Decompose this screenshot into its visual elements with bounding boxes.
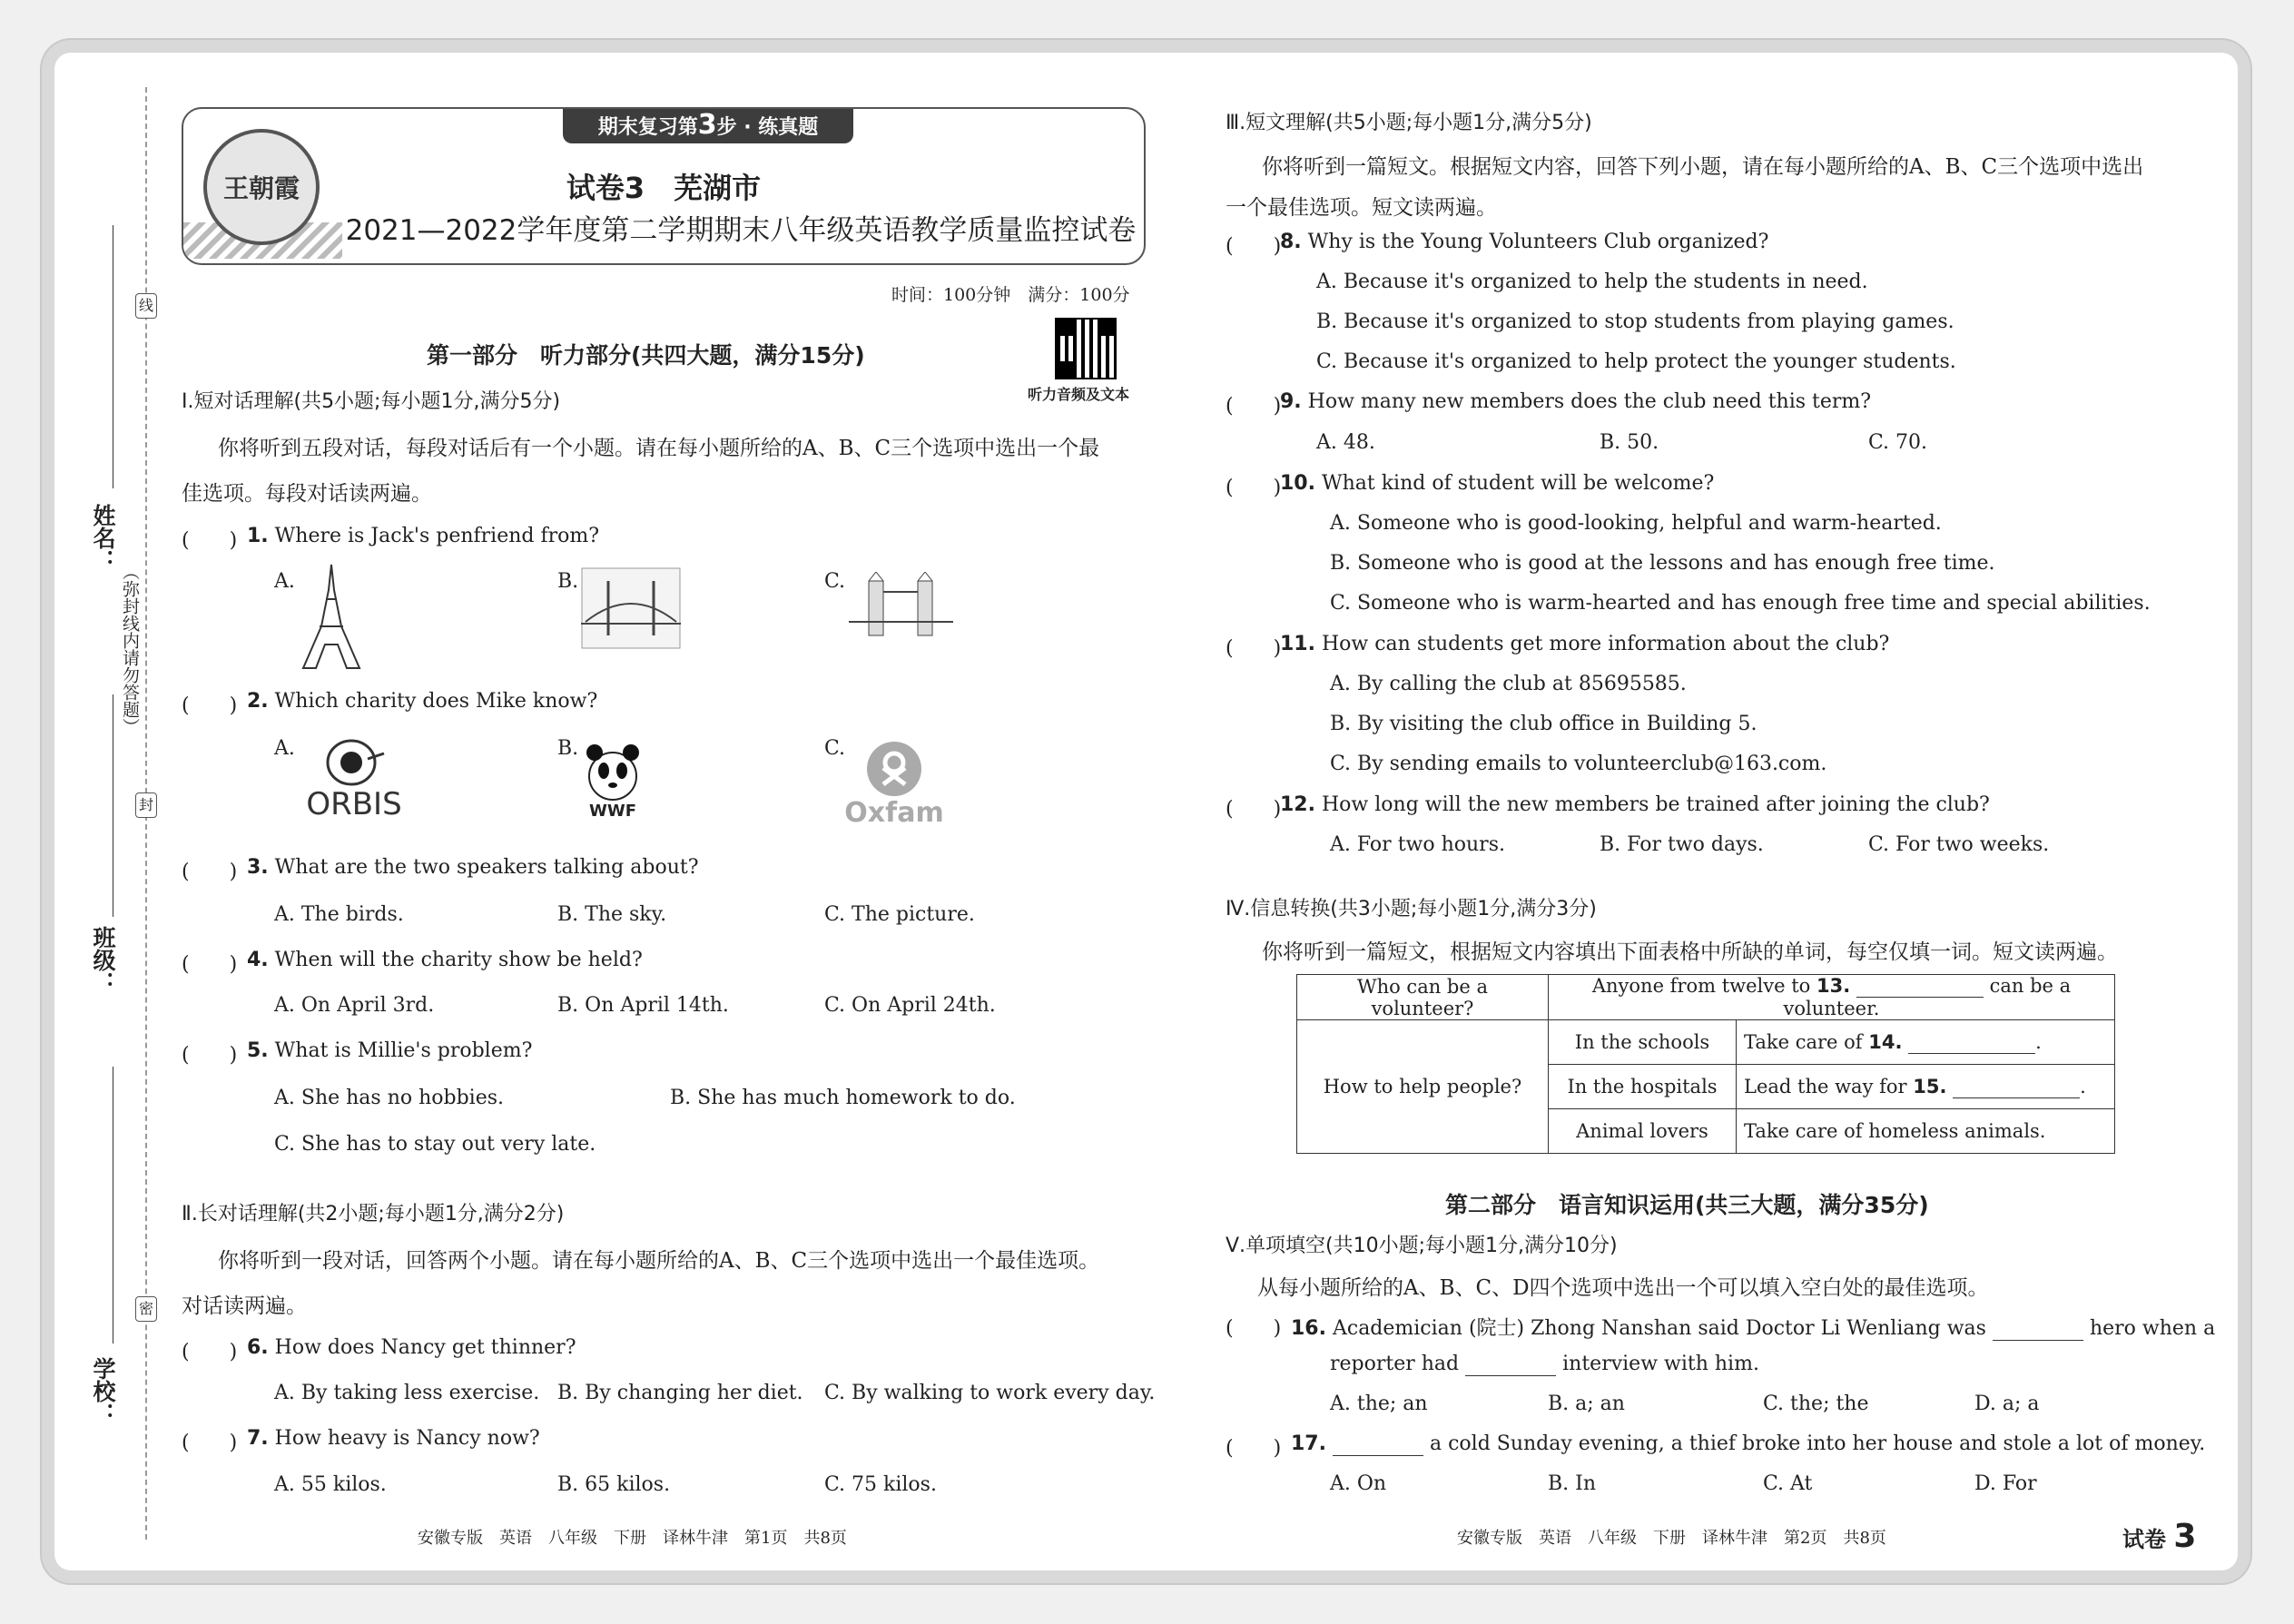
q1-option-b: B. bbox=[557, 570, 579, 593]
q2-option-b: B. bbox=[557, 737, 579, 760]
sec4-instr: 你将听到一篇短文，根据短文内容填出下面表格中所缺的单词，每空仅填一词。短文读两遍。 bbox=[1262, 940, 2118, 964]
q11-option-b: B. By visiting the club office in Building 5. bbox=[1330, 713, 1757, 735]
exam-subtitle: 2021—2022学年度第二学期期末八年级英语教学质量监控试卷 bbox=[345, 214, 1137, 247]
q5-option-b: B. She has much homework to do. bbox=[670, 1087, 1016, 1109]
answer-slot-12[interactable]: ( ) bbox=[1226, 798, 1282, 821]
oxfam-logo-icon: Oxfam bbox=[849, 737, 940, 832]
sec3-instr-2: 一个最佳选项。短文读两遍。 bbox=[1226, 196, 1497, 220]
question-9: 9. How many new members does the club need this term? bbox=[1280, 390, 1872, 413]
sec1-instr-1: 你将听到五段对话，每段对话后有一个小题。请在每小题所给的A、B、C三个选项中选出一个最 bbox=[218, 437, 1100, 460]
answer-slot-6[interactable]: ( ) bbox=[182, 1341, 238, 1363]
q1-option-a: A. bbox=[274, 570, 295, 593]
q3-option-b: B. The sky. bbox=[557, 903, 667, 926]
table-cell-hospitals: In the hospitals bbox=[1549, 1065, 1737, 1109]
question-7: 7. How heavy is Nancy now? bbox=[247, 1427, 540, 1450]
q9-option-a: A. 48. bbox=[1316, 431, 1375, 454]
blank-15[interactable] bbox=[1953, 1076, 2080, 1098]
sec2-instr-2: 对话读两遍。 bbox=[182, 1294, 307, 1318]
q16-option-b: B. a; an bbox=[1548, 1393, 1625, 1415]
q6-option-c: C. By walking to work every day. bbox=[824, 1382, 1156, 1404]
answer-slot-9[interactable]: ( ) bbox=[1226, 395, 1282, 418]
answer-slot-16[interactable]: ( ) bbox=[1226, 1317, 1282, 1340]
eiffel-tower-icon bbox=[300, 563, 363, 670]
table-cell-howto: How to help people? bbox=[1297, 1020, 1549, 1154]
blank-16a[interactable] bbox=[1993, 1317, 2083, 1341]
q9-option-b: B. 50. bbox=[1600, 431, 1659, 454]
qr-caption: 听力音频及文本 bbox=[1028, 386, 1130, 403]
q10-option-c: C. Someone who is warm-hearted and has enough free time and special abilities. bbox=[1330, 592, 2151, 615]
golden-gate-bridge-icon bbox=[581, 567, 681, 649]
q10-option-b: B. Someone who is good at the lessons and has enough free time. bbox=[1330, 552, 1995, 575]
q9-option-c: C. 70. bbox=[1868, 431, 1928, 454]
q11-option-a: A. By calling the club at 85695585. bbox=[1330, 673, 1687, 695]
answer-slot-3[interactable]: ( ) bbox=[182, 861, 238, 883]
answer-slot-5[interactable]: ( ) bbox=[182, 1044, 238, 1067]
q10-option-a: A. Someone who is good-looking, helpful and warm-hearted. bbox=[1330, 512, 1942, 535]
table-cell-schools: In the schools bbox=[1549, 1020, 1737, 1065]
question-16: 16. Academician (院士) Zhong Nanshan said Doctor Li Wenliang was hero when a bbox=[1291, 1317, 2216, 1340]
q16-option-c: C. the; the bbox=[1763, 1393, 1869, 1415]
q12-option-a: A. For two hours. bbox=[1330, 833, 1505, 856]
answer-slot-1[interactable]: ( ) bbox=[182, 529, 238, 552]
q5-option-a: A. She has no hobbies. bbox=[274, 1087, 505, 1109]
part1-title: 第一部分 听力部分(共四大题，满分15分) bbox=[427, 342, 865, 369]
exam-title: 试卷3 芜湖市 bbox=[566, 171, 762, 205]
blank-16b[interactable] bbox=[1465, 1353, 1556, 1376]
question-10: 10. What kind of student will be welcome? bbox=[1280, 472, 1715, 495]
q8-option-c: C. Because it's organized to help protect the younger students. bbox=[1316, 350, 1956, 373]
paper-label: 试卷 3 bbox=[2122, 1518, 2197, 1555]
info-table bbox=[1296, 974, 2115, 1154]
table-cell-who: Who can be a volunteer? bbox=[1297, 975, 1549, 1020]
question-11: 11. How can students get more information about the club? bbox=[1280, 633, 1890, 655]
qr-code-icon[interactable] bbox=[1055, 318, 1117, 379]
sec5-title: Ⅴ.单项填空(共10小题;每小题1分,满分10分) bbox=[1226, 1235, 1618, 1257]
class-label: 班级： bbox=[90, 926, 116, 994]
footer-left: 安徽专版 英语 八年级 下册 译林牛津 第1页 共8页 bbox=[418, 1529, 847, 1548]
q4-option-a: A. On April 3rd. bbox=[274, 994, 435, 1017]
sec1-instr-2: 佳选项。每段对话读两遍。 bbox=[182, 482, 432, 506]
q17-option-d: D. For bbox=[1974, 1472, 2037, 1495]
tower-bridge-icon bbox=[849, 572, 953, 649]
answer-slot-17[interactable]: ( ) bbox=[1226, 1437, 1282, 1460]
question-4: 4. When will the charity show be held? bbox=[247, 949, 643, 971]
q3-option-c: C. The picture. bbox=[824, 903, 975, 926]
q6-option-b: B. By changing her diet. bbox=[557, 1382, 803, 1404]
review-step-tab: 期末复习第3步 · 练真题 bbox=[563, 107, 853, 143]
seal-mark-seal: 封 bbox=[135, 792, 157, 818]
q8-option-b: B. Because it's organized to stop students from playing games. bbox=[1316, 310, 1954, 333]
sec3-instr-1: 你将听到一篇短文。根据短文内容，回答下列小题，请在每小题所给的A、B、C三个选项中选出 bbox=[1262, 155, 2144, 179]
q17-option-a: A. On bbox=[1330, 1472, 1387, 1495]
q2-option-c: C. bbox=[824, 737, 846, 760]
question-3: 3. What are the two speakers talking about? bbox=[247, 856, 699, 879]
question-2: 2. Which charity does Mike know? bbox=[247, 690, 598, 713]
question-16-cont: reporter had interview with him. bbox=[1330, 1353, 1759, 1375]
q11-option-c: C. By sending emails to volunteerclub@163.com. bbox=[1330, 753, 1827, 775]
sec2-title: Ⅱ.长对话理解(共2小题;每小题1分,满分2分) bbox=[182, 1203, 565, 1225]
time-score: 时间：100分钟 满分：100分 bbox=[891, 285, 1130, 305]
q17-option-c: C. At bbox=[1763, 1472, 1813, 1495]
q7-option-c: C. 75 kilos. bbox=[824, 1473, 937, 1496]
question-8: 8. Why is the Young Volunteers Club organized? bbox=[1280, 231, 1769, 253]
blank-13[interactable] bbox=[1856, 975, 1984, 998]
q2-option-a: A. bbox=[274, 737, 295, 760]
table-row-15: Lead the way for 15. . bbox=[1737, 1065, 2115, 1109]
question-17: 17. a cold Sunday evening, a thief broke into her house and stole a lot of money. bbox=[1291, 1432, 2206, 1455]
orbis-logo-icon: ORBIS bbox=[300, 735, 409, 826]
q3-option-a: A. The birds. bbox=[274, 903, 404, 926]
sec2-instr-1: 你将听到一段对话，回答两个小题。请在每小题所给的A、B、C三个选项中选出一个最佳选项。 bbox=[218, 1249, 1100, 1273]
seal-mark-secret: 密 bbox=[135, 1296, 157, 1322]
answer-slot-4[interactable]: ( ) bbox=[182, 953, 238, 976]
q1-option-c: C. bbox=[824, 570, 846, 593]
brand-logo-text: 王朝霞 bbox=[222, 173, 300, 203]
question-12: 12. How long will the new members be trained after joining the club? bbox=[1280, 793, 1990, 816]
table-row-14: Take care of 14. . bbox=[1737, 1020, 2115, 1065]
answer-slot-7[interactable]: ( ) bbox=[182, 1432, 238, 1454]
answer-slot-2[interactable]: ( ) bbox=[182, 694, 238, 717]
table-row-13: Anyone from twelve to 13. can be a volunteer. bbox=[1549, 975, 2115, 1020]
seal-instruction: （弥封线内请勿答题） bbox=[120, 563, 140, 735]
q5-option-c: C. She has to stay out very late. bbox=[274, 1133, 596, 1156]
q17-option-b: B. In bbox=[1548, 1472, 1597, 1495]
q4-option-c: C. On April 24th. bbox=[824, 994, 996, 1017]
sec3-title: Ⅲ.短文理解(共5小题;每小题1分,满分5分) bbox=[1226, 112, 1592, 134]
table-cell-homeless: Take care of homeless animals. bbox=[1737, 1109, 2115, 1154]
q12-option-b: B. For two days. bbox=[1600, 833, 1764, 856]
q6-option-a: A. By taking less exercise. bbox=[274, 1382, 540, 1404]
q16-option-a: A. the; an bbox=[1330, 1393, 1428, 1415]
answer-slot-11[interactable]: ( ) bbox=[1226, 637, 1282, 660]
exam-header bbox=[182, 107, 1146, 265]
sec5-instr: 从每小题所给的A、B、C、D四个选项中选出一个可以填入空白处的最佳选项。 bbox=[1257, 1276, 1989, 1300]
sec4-title: Ⅳ.信息转换(共3小题;每小题1分,满分3分) bbox=[1226, 898, 1597, 920]
q16-option-d: D. a; a bbox=[1974, 1393, 2040, 1415]
table-cell-animal-lovers: Animal lovers bbox=[1549, 1109, 1737, 1154]
answer-slot-10[interactable]: ( ) bbox=[1226, 477, 1282, 499]
q12-option-c: C. For two weeks. bbox=[1868, 833, 2050, 856]
question-5: 5. What is Millie's problem? bbox=[247, 1039, 533, 1062]
footer-right: 安徽专版 英语 八年级 下册 译林牛津 第2页 共8页 bbox=[1457, 1529, 1886, 1548]
blank-14[interactable] bbox=[1908, 1031, 2035, 1054]
answer-slot-8[interactable]: ( ) bbox=[1226, 235, 1282, 258]
question-1: 1. Where is Jack's penfriend from? bbox=[247, 525, 600, 547]
q4-option-b: B. On April 14th. bbox=[557, 994, 729, 1017]
sec1-title: Ⅰ.短对话理解(共5小题;每小题1分,满分5分) bbox=[182, 390, 561, 413]
school-label: 学校： bbox=[90, 1357, 116, 1425]
name-label: 姓名： bbox=[90, 504, 116, 572]
question-6: 6. How does Nancy get thinner? bbox=[247, 1336, 576, 1359]
q7-option-b: B. 65 kilos. bbox=[557, 1473, 671, 1496]
seal-mark-line: 线 bbox=[135, 293, 157, 319]
wwf-panda-icon: WWF bbox=[581, 733, 645, 824]
q7-option-a: A. 55 kilos. bbox=[274, 1473, 387, 1496]
part2-title: 第二部分 语言知识运用(共三大题，满分35分) bbox=[1445, 1192, 1929, 1218]
blank-17[interactable] bbox=[1333, 1432, 1423, 1456]
q8-option-a: A. Because it's organized to help the students in need. bbox=[1316, 271, 1868, 293]
